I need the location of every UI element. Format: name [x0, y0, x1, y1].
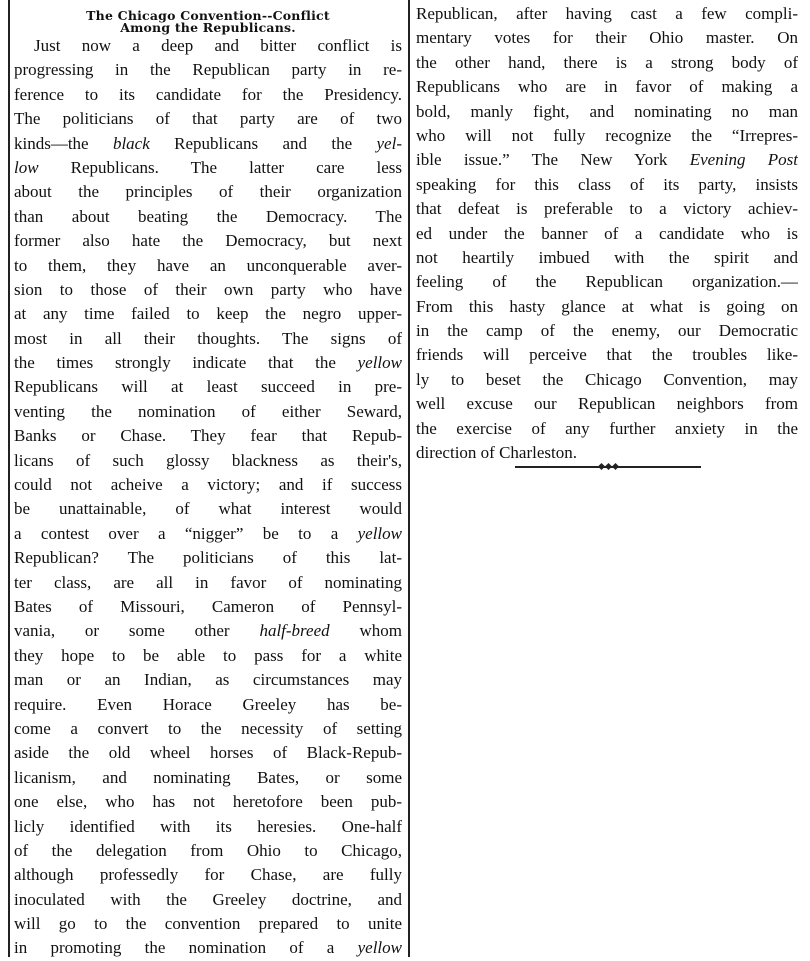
left-column-line: of the delegation from Ohio to Chicago, [14, 840, 402, 860]
left-column-line: Republican? The politicians of this lat- [14, 548, 402, 568]
article-end-rule [515, 466, 701, 468]
left-column-line: inoculated with the Greeley doctrine, and [14, 889, 402, 909]
right-column-line: the exercise of any further anxiety in the [416, 418, 798, 438]
right-column-line: ly to beset the Chicago Convention, may [416, 369, 798, 389]
left-column-line: be unattainable, of what interest would [14, 499, 402, 519]
left-column-line: to them, they have an unconquerable aver- [14, 255, 402, 275]
right-column-text [416, 2, 798, 465]
left-column-line: former also hate the Democracy, but next [14, 231, 402, 251]
left-column-line: kinds—the black Republicans and the yel- [14, 133, 402, 153]
left-column-line: require. Even Horace Greeley has be- [14, 694, 402, 714]
left-column-line: licans of such glossy blackness as their's, [14, 450, 402, 470]
right-column-line: mentary votes for their Ohio master. On [416, 28, 798, 48]
left-column-line: venting the nomination of either Seward, [14, 401, 402, 421]
left-column-line: most in all their thoughts. The signs of [14, 328, 402, 348]
right-column-line: well excuse our Republican neighbors from [416, 394, 798, 414]
right-column-line: bold, manly fight, and nominating no man [416, 101, 798, 121]
left-column-line: than about beating the Democracy. The [14, 206, 402, 226]
left-column-rule [8, 0, 10, 957]
left-column-line: a contest over a “nigger” be to a yellow [14, 523, 402, 543]
left-column-line: come a convert to the necessity of setting [14, 718, 402, 738]
left-column-line: aside the old wheel horses of Black-Repub- [14, 743, 402, 763]
right-column-line: ible issue.” The New York Evening Post [416, 150, 798, 170]
right-column-line: friends will perceive that the troubles like- [416, 345, 798, 365]
end-ornament [597, 463, 619, 471]
left-column-line: ference to its candidate for the Presidency. [14, 84, 402, 104]
left-column-line: will go to the convention prepared to unite [14, 914, 402, 934]
left-column-line: Republicans will at least succeed in pre- [14, 377, 402, 397]
left-column-line: Banks or Chase. They fear that Repub- [14, 426, 402, 446]
left-column-text [14, 34, 402, 961]
left-column-line: progressing in the Republican party in re- [14, 60, 402, 80]
left-column-line: although professedly for Chase, are fully [14, 865, 402, 885]
right-column-line: who will not fully recognize the “Irrepres- [416, 125, 798, 145]
left-column-line: The politicians of that party are of two [14, 109, 402, 129]
left-column-line: Bates of Missouri, Cameron of Pennsyl- [14, 596, 402, 616]
left-column-line: low Republicans. The latter care less [14, 157, 402, 177]
right-column-line: Republicans who are in favor of making a [416, 77, 798, 97]
left-column-line: they hope to be able to pass for a white [14, 645, 402, 665]
article-headline [14, 10, 402, 34]
right-column-line: that defeat is preferable to a victory achiev- [416, 199, 798, 219]
right-column-line: direction of Charleston. [416, 443, 577, 463]
right-column-line: feeling of the Republican organization.— [416, 272, 798, 292]
left-column-line: one else, who has not heretofore been pub- [14, 792, 402, 812]
left-column-line: the times strongly indicate that the yellow [14, 353, 402, 373]
left-column-line: at any time failed to keep the negro upper- [14, 304, 402, 324]
left-column-line: in promoting the nomination of a yellow [14, 938, 402, 958]
right-column-line: ed under the banner of a candidate who is [416, 223, 798, 243]
left-column-line: licly identified with its heresies. One-half [14, 816, 402, 836]
left-column-line: licanism, and nominating Bates, or some [14, 767, 402, 787]
left-column-line: vania, or some other half-breed whom [14, 621, 402, 641]
left-column-line: could not acheive a victory; and if success [14, 475, 402, 495]
headline-line-1: The Chicago Convention--Conflict [86, 8, 330, 23]
right-column-line: speaking for this class of its party, insists [416, 174, 798, 194]
right-column-line: not heartily imbued with the spirit and [416, 247, 798, 267]
right-column-line: Republican, after having cast a few compli- [416, 4, 798, 23]
left-column-line: man or an Indian, as circumstances may [14, 670, 402, 690]
right-column-line: From this hasty glance at what is going on [416, 296, 798, 316]
left-column-line: sion to those of their own party who have [14, 279, 402, 299]
column-divider-rule [408, 0, 410, 957]
headline-line-2: Among the Republicans. [120, 20, 296, 35]
right-column-line: the other hand, there is a strong body of [416, 52, 798, 72]
right-column [416, 0, 798, 465]
right-column-line: in the camp of the enemy, our Democratic [416, 321, 798, 341]
left-column-line: about the principles of their organization [14, 182, 402, 202]
left-column [14, 0, 402, 961]
left-column-line: Just now a deep and bitter conflict is [34, 36, 402, 55]
left-column-line: ter class, are all in favor of nominating [14, 572, 402, 592]
